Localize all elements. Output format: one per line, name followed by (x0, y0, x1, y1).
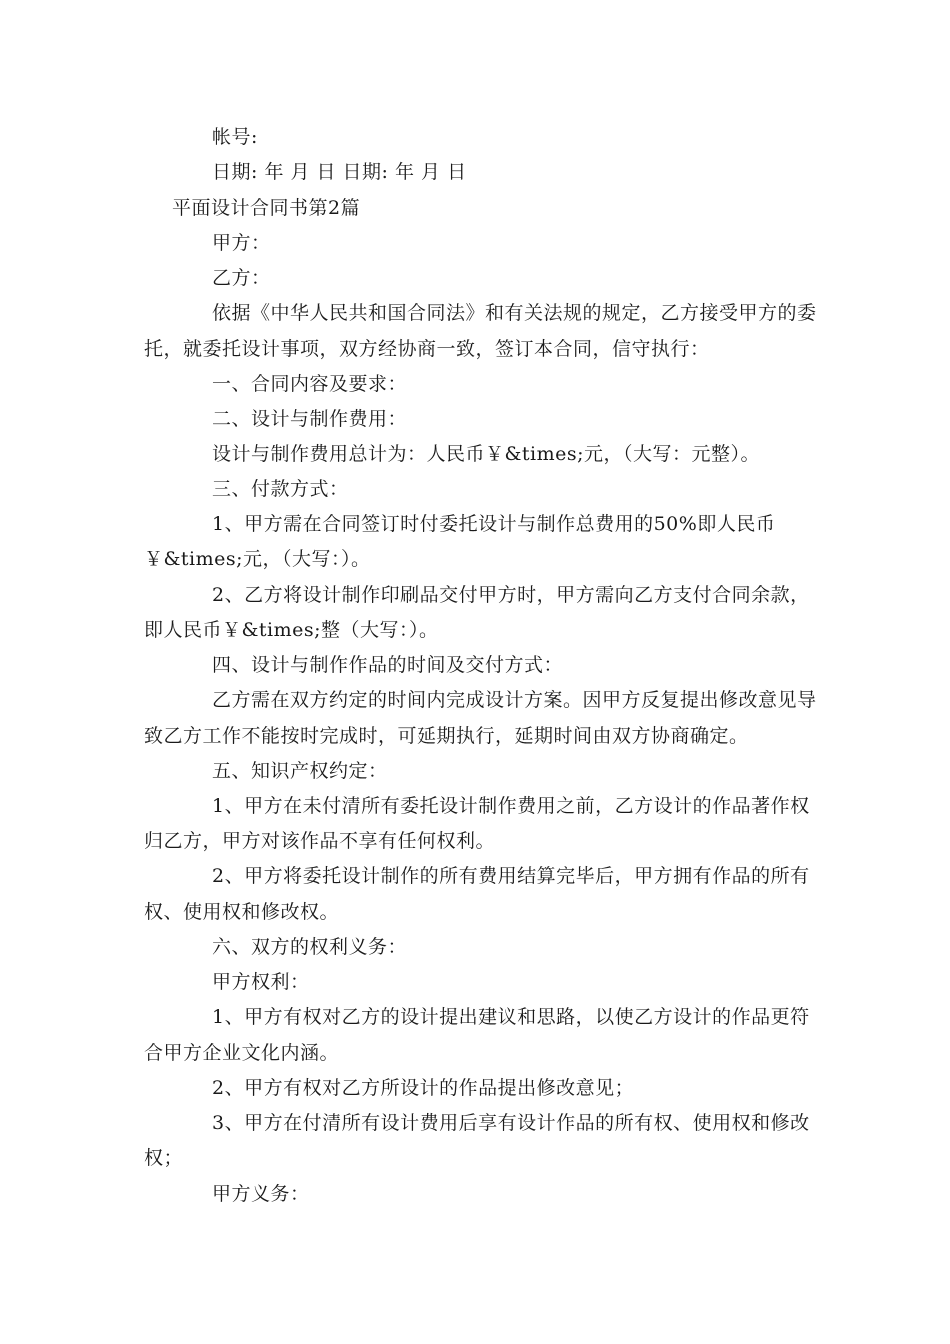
paragraph-line: 3、甲方在付清所有设计费用后享有设计作品的所有权、使用权和修改 (212, 1112, 810, 1134)
paragraph-line: 致乙方工作不能按时完成时，可延期执行，延期时间由双方协商确定。 (144, 725, 749, 747)
paragraph-line: 依据《中华人民共和国合同法》和有关法规的规定，乙方接受甲方的委 (212, 302, 817, 324)
clause-heading: 二、设计与制作费用： (212, 408, 408, 430)
subheading: 甲方权利： (212, 971, 310, 993)
party-a-label: 甲方： (212, 232, 271, 254)
paragraph-line: 权； (144, 1147, 184, 1169)
paragraph-line: 2、甲方有权对乙方所设计的作品提出修改意见； (212, 1077, 635, 1099)
paragraph-line: 托，就委托设计事项，双方经协商一致，签订本合同，信守执行： (144, 338, 710, 360)
paragraph-line: 权、使用权和修改权。 (144, 901, 340, 923)
paragraph-line: 1、甲方在未付清所有委托设计制作费用之前，乙方设计的作品著作权 (212, 795, 810, 817)
party-b-label: 乙方： (212, 267, 271, 289)
paragraph-line: 归乙方，甲方对该作品不享有任何权利。 (144, 830, 496, 852)
subheading: 甲方义务： (212, 1183, 310, 1205)
clause-heading: 三、付款方式： (212, 478, 349, 500)
clause-heading: 五、知识产权约定： (212, 760, 388, 782)
date-line: 日期: 年 月 日 日期: 年 月 日 (212, 161, 467, 183)
paragraph-line: 1、甲方需在合同签订时付委托设计与制作总费用的50%即人民币 (212, 513, 776, 535)
paragraph-line: ￥&times;元，（大写：）。 (144, 548, 371, 570)
clause-heading: 一、合同内容及要求： (212, 373, 408, 395)
paragraph-line: 2、甲方将委托设计制作的所有费用结算完毕后，甲方拥有作品的所有 (212, 865, 810, 887)
section-title: 平面设计合同书第2篇 (172, 197, 361, 219)
paragraph-line: 1、甲方有权对乙方的设计提出建议和思路，以使乙方设计的作品更符 (212, 1006, 810, 1028)
paragraph-line: 合甲方企业文化内涵。 (144, 1042, 340, 1064)
paragraph-line: 即人民币￥&times;整（大写：）。 (144, 619, 439, 641)
clause-heading: 四、设计与制作作品的时间及交付方式： (212, 654, 564, 676)
paragraph-line: 设计与制作费用总计为：人民币￥&times;元，（大写：元整）。 (212, 443, 761, 465)
paragraph-line: 乙方需在双方约定的时间内完成设计方案。因甲方反复提出修改意见导 (212, 689, 817, 711)
paragraph-line: 2、乙方将设计制作印刷品交付甲方时，甲方需向乙方支付合同余款， (212, 584, 810, 606)
clause-heading: 六、双方的权利义务： (212, 936, 408, 958)
account-label: 帐号: (212, 126, 258, 148)
